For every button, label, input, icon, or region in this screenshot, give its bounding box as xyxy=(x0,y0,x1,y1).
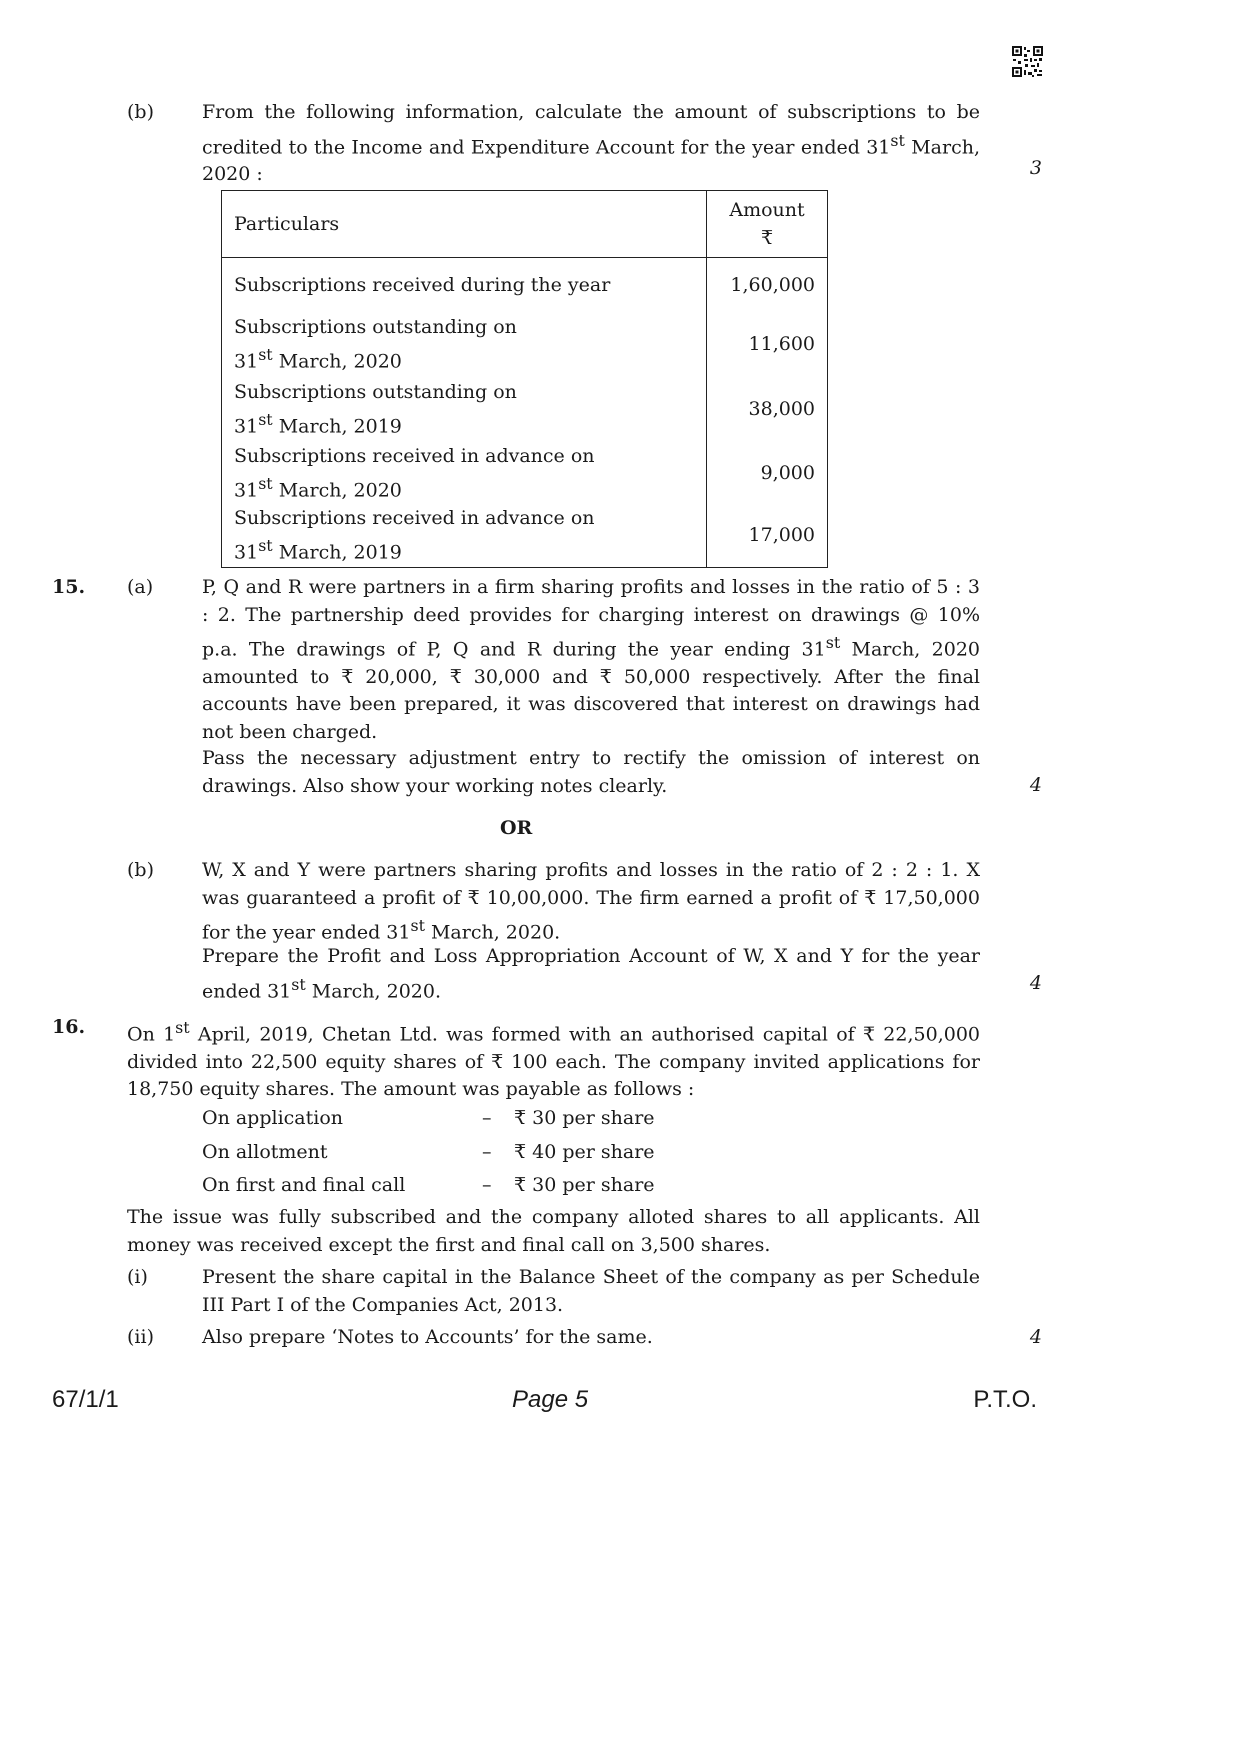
q15a-instruction: Pass the necessary adjustment entry to rectify the omission of interest on drawings. Also show your working notes clearly. xyxy=(202,747,980,797)
q16-marks: 4 xyxy=(1029,1326,1042,1348)
payment-value: ₹ 30 per share xyxy=(514,1174,655,1196)
payment-value: ₹ 40 per share xyxy=(514,1140,655,1163)
payment-label: On allotment xyxy=(202,1140,328,1163)
subscriptions-table xyxy=(221,190,828,568)
row-amount: 1,60,000 xyxy=(707,258,828,313)
q16i-text: Present the share capital in the Balance Sheet of the company as per Schedule III Part I of the Companies Act, 2013. xyxy=(202,1266,980,1316)
row-particulars: Subscriptions received in advance on 31st March, 2020 xyxy=(234,445,595,502)
row-particulars: Subscriptions outstanding on 31st March, 2019 xyxy=(234,380,517,438)
row-amount: 11,600 xyxy=(707,312,828,376)
q16-text-2: The issue was fully subscribed and the company alloted shares to all applicants. All money was received except the first and final call on 3,500 shares. xyxy=(127,1206,980,1256)
table-row xyxy=(222,376,828,442)
q15a-label: (a) xyxy=(127,576,154,598)
table-row xyxy=(222,258,828,313)
q16i-label: (i) xyxy=(127,1266,148,1288)
q15a-text: P, Q and R were partners in a firm sharing profits and losses in the ratio of 5 : 3 : 2. The partnership deed provides for charging interest on drawings @ 10% p.a. The drawings of P, Q and R during the year ending 31st March, 2020 amounted to ₹ 20,000, ₹ 30,000 and ₹ 50,000 respectively. After the final accounts have been prepared, it was discovered that interest on drawings had not been charged. xyxy=(202,576,981,743)
payment-dash: – xyxy=(482,1140,492,1163)
q14b-text: From the following information, calculate the amount of subscriptions to be credited to the Income and Expenditure Account for the year ended 31st March, 2020 : xyxy=(202,101,981,186)
row-particulars: Subscriptions received during the year xyxy=(234,274,611,296)
q15b-marks: 4 xyxy=(1029,972,1042,994)
payment-dash: – xyxy=(482,1107,492,1129)
q16ii-label: (ii) xyxy=(127,1326,154,1348)
col-particulars-header: Particulars xyxy=(222,191,707,258)
q15b-instruction: Prepare the Profit and Loss Appropriation Account of W, X and Y for the year ended 31st March, 2020. xyxy=(202,945,980,1002)
table-row xyxy=(222,442,828,504)
payment-value: ₹ 30 per share xyxy=(514,1107,655,1129)
please-turn-over: P.T.O. xyxy=(973,1386,1037,1413)
payment-dash: – xyxy=(482,1174,492,1196)
row-particulars: Subscriptions outstanding on 31st March, 2020 xyxy=(234,315,517,373)
row-amount: 38,000 xyxy=(707,376,828,442)
q15-number: 15. xyxy=(52,576,86,598)
row-particulars: Subscriptions received in advance on 31st March, 2019 xyxy=(234,507,595,564)
paper-code: 67/1/1 xyxy=(52,1386,119,1413)
row-amount: 9,000 xyxy=(707,442,828,504)
col-amount-header: Amount ₹ xyxy=(707,191,828,258)
q16ii-text: Also prepare ‘Notes to Accounts’ for the same. xyxy=(202,1326,653,1348)
q15b-text: W, X and Y were partners sharing profits and losses in the ratio of 2 : 2 : 1. X was guaranteed a profit of ₹ 10,00,000. The firm earned a profit of ₹ 17,50,000 for the year ended 31st March, 2020. xyxy=(202,859,980,944)
payment-label: On first and final call xyxy=(202,1174,406,1196)
q14b-marks: 3 xyxy=(1029,157,1042,179)
q15b-label: (b) xyxy=(127,859,154,881)
q16-text: On 1st April, 2019, Chetan Ltd. was formed with an authorised capital of ₹ 22,50,000 divided into 22,500 equity shares of ₹ 100 each. The company invited applications for 18,750 equity shares. The amount was payable as follows : xyxy=(127,1018,981,1101)
table-row xyxy=(222,504,828,567)
q15a-marks: 4 xyxy=(1029,774,1042,796)
payment-label: On application xyxy=(202,1107,344,1129)
q16-number: 16. xyxy=(52,1016,86,1038)
or-separator: OR xyxy=(500,817,533,839)
page-number: Page 5 xyxy=(512,1386,589,1413)
table-row xyxy=(222,312,828,376)
q14b-label: (b) xyxy=(127,101,154,123)
qr-code-icon xyxy=(1011,45,1044,78)
row-amount: 17,000 xyxy=(707,504,828,567)
rupee-symbol: ₹ xyxy=(760,227,774,249)
